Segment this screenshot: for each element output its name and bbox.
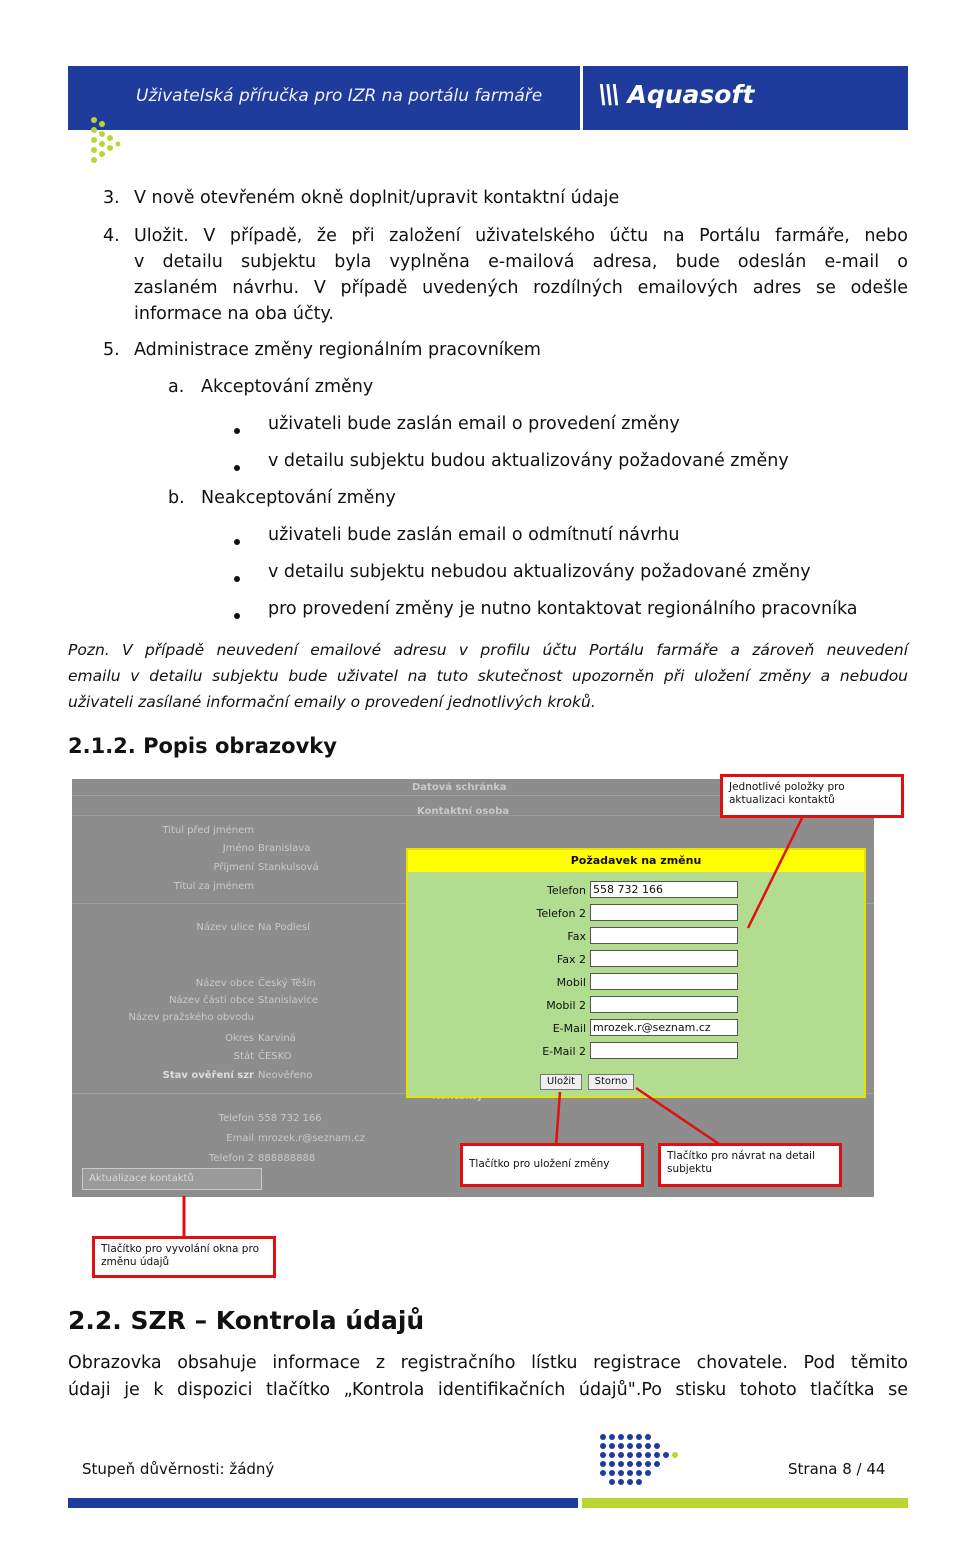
header-title: Uživatelská příručka pro IZR na portálu farmáře <box>136 86 543 106</box>
field-value: Karviná <box>258 1033 296 1044</box>
contact-value: mrozek.r@seznam.cz <box>258 1133 365 1144</box>
dialog-field-label: Fax 2 <box>556 953 586 966</box>
section-label-kontaktni-osoba: Kontaktní osoba <box>417 806 510 817</box>
dialog-title: Požadavek na změnu <box>408 850 864 872</box>
section-heading-22: 2.2. SZR – Kontrola údajů <box>68 1306 425 1335</box>
bullet-item: pro provedení změny je nutno kontaktovat regionálního pracovníka <box>268 599 858 619</box>
substep-b-letter: b. <box>168 488 185 508</box>
email-input[interactable]: mrozek.r@seznam.cz <box>590 1019 738 1036</box>
mobile-input[interactable] <box>590 973 738 990</box>
dialog-field-label: Telefon 2 <box>536 907 586 920</box>
bullet-icon <box>234 613 240 619</box>
field-label: Název pražského obvodu <box>128 1012 254 1023</box>
step-4-line: informace na oba účty. <box>134 304 334 324</box>
save-button[interactable]: Uložit <box>540 1074 582 1090</box>
mobile-2-input[interactable] <box>590 996 738 1013</box>
aquasoft-logo <box>598 80 754 110</box>
contact-value: 888888888 <box>258 1153 316 1164</box>
footer-dots-logo-icon <box>598 1432 682 1486</box>
dots-decoration-icon <box>86 112 136 170</box>
field-value: Český Těšín <box>258 978 316 989</box>
bullet-item: v detailu subjektu budou aktualizovány požadované změny <box>268 451 789 471</box>
callout-update: Tlačítko pro vyvolání okna pro změnu údajů <box>92 1236 276 1278</box>
footer-bar-green <box>582 1498 908 1508</box>
fax-2-input[interactable] <box>590 950 738 967</box>
field-value: Branislava <box>258 843 311 854</box>
field-label: Jméno <box>222 843 254 854</box>
footer-page-number: Strana 8 / 44 <box>788 1460 886 1478</box>
logo-mark: \\\ <box>598 80 618 110</box>
dialog-field-label: Fax <box>567 930 586 943</box>
step-4-line: Uložit. V případě, že při založení uživatelského účtu na Portálu farmáře, nebo <box>134 226 908 246</box>
section-22-paragraph <box>68 1350 908 1404</box>
fax-input[interactable] <box>590 927 738 944</box>
email-2-input[interactable] <box>590 1042 738 1059</box>
bullet-icon <box>234 539 240 545</box>
field-value: Stankulsová <box>258 862 319 873</box>
header-divider <box>580 66 583 130</box>
bullet-item: uživateli bude zaslán email o odmítnutí návrhu <box>268 525 680 545</box>
field-label: Titul za jménem <box>173 881 254 892</box>
field-label: Okres <box>225 1033 254 1044</box>
footer-confidentiality: Stupeň důvěrnosti: žádný <box>82 1460 275 1478</box>
dialog-field-label: E-Mail 2 <box>542 1045 586 1058</box>
step-3-text: V nově otevřeném okně doplnit/upravit kontaktní údaje <box>134 188 620 208</box>
note-line: emailu v detailu subjektu bude uživatel na tuto skutečnost upozorněn při uložení změny a nebudou <box>68 667 908 685</box>
paragraph-line: Obrazovka obsahuje informace z registračního lístku registrace chovatele. Pod těmito <box>68 1353 908 1373</box>
step-5-number: 5. <box>103 340 120 360</box>
field-label: Název části obce <box>169 995 254 1006</box>
bullet-icon <box>234 465 240 471</box>
callout-cancel: Tlačítko pro návrat na detail subjektu <box>658 1143 842 1187</box>
paragraph-line: údaji je k dispozici tlačítko „Kontrola identifikačních údajů".Po stisku tohoto tlačítka se <box>68 1380 908 1400</box>
field-value: Na Podlesí <box>258 922 310 933</box>
bullet-item: uživateli bude zaslán email o provedení změny <box>268 414 680 434</box>
step-5-text: Administrace změny regionálním pracovníkem <box>134 340 541 360</box>
dialog-field-label: Mobil 2 <box>546 999 586 1012</box>
dialog-field-label: Mobil <box>556 976 586 989</box>
note-paragraph <box>68 637 908 715</box>
field-label: Příjmení <box>213 862 254 873</box>
callout-save: Tlačítko pro uložení změny <box>460 1143 644 1187</box>
logo-text: Aquasoft <box>627 80 755 109</box>
bullet-item: v detailu subjektu nebudou aktualizovány požadované změny <box>268 562 811 582</box>
step-4-line: v detailu subjektu byla vyplněna e-mailová adresa, bude odeslán e-mail o <box>134 252 908 272</box>
callout-items: Jednotlivé položky pro aktualizaci kontaktů <box>720 774 904 818</box>
footer-bar-blue <box>68 1498 578 1508</box>
field-label: Název obce <box>195 978 254 989</box>
substep-a-letter: a. <box>168 377 185 397</box>
step-4-text <box>134 223 908 327</box>
step-4-line: zaslaném návrhu. V případě uvedených rozdílných emailových adres se odešle <box>134 278 908 298</box>
phone-2-input[interactable] <box>590 904 738 921</box>
field-value: Neověřeno <box>258 1070 313 1081</box>
bullet-icon <box>234 428 240 434</box>
cancel-button[interactable]: Storno <box>588 1074 634 1090</box>
dialog-field-label: E-Mail <box>552 1022 586 1035</box>
field-label: Titul před jménem <box>162 825 254 836</box>
update-contacts-button[interactable]: Aktualizace kontaktů <box>82 1168 262 1190</box>
section-label-datova-schranka: Datová schránka <box>412 782 507 793</box>
field-label: Stav ověření szr <box>162 1070 254 1081</box>
note-line: uživateli zasílané informační emaily o provedení jednotlivých kroků. <box>68 693 596 711</box>
contact-label: Email <box>226 1133 254 1144</box>
bullet-icon <box>234 576 240 582</box>
dialog-field-label: Telefon <box>546 884 586 897</box>
step-3-number: 3. <box>103 188 120 208</box>
field-label: Název ulice <box>196 922 254 933</box>
field-value: ČESKO <box>258 1051 292 1062</box>
contact-value: 558 732 166 <box>258 1113 322 1124</box>
field-value: Stanislavice <box>258 995 318 1006</box>
note-line: Pozn. V případě neuvedení emailové adresu v profilu účtu Portálu farmáře a zároveň neuvedení <box>68 641 908 659</box>
phone-input[interactable]: 558 732 166 <box>590 881 738 898</box>
contact-label: Telefon <box>218 1113 254 1124</box>
header-banner <box>68 66 908 130</box>
section-heading-212: 2.1.2. Popis obrazovky <box>68 734 337 758</box>
substep-a-text: Akceptování změny <box>201 377 374 397</box>
contact-label: Telefon 2 <box>208 1153 254 1164</box>
substep-b-text: Neakceptování změny <box>201 488 396 508</box>
step-4-number: 4. <box>103 226 120 246</box>
change-request-dialog <box>406 848 866 1098</box>
field-label: Stát <box>233 1051 254 1062</box>
